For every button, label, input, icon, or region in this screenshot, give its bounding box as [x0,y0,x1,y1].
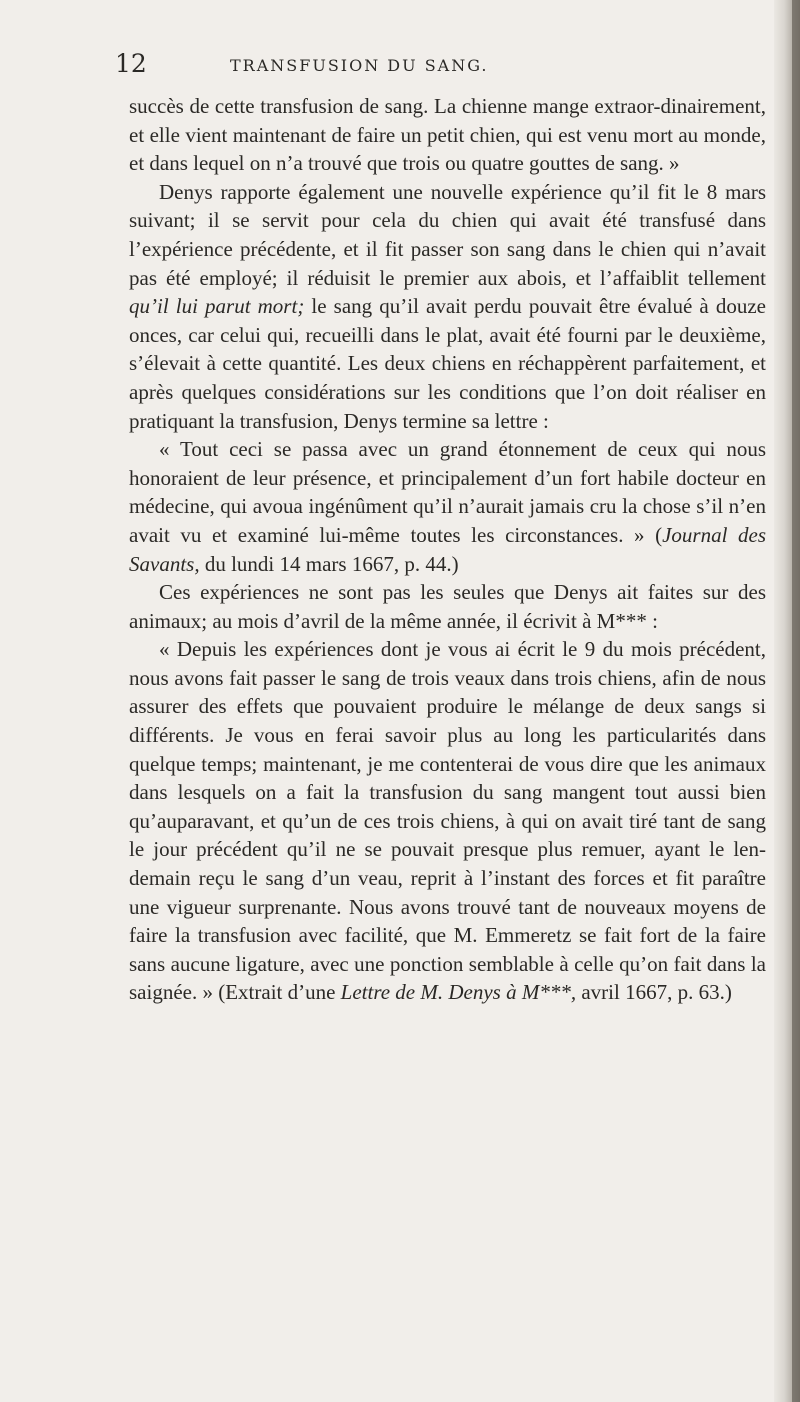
paragraph-2-italic: qu’il lui parut mort; [129,294,305,319]
paragraph-5 [129,635,766,1007]
paragraph-1-text: succès de cette transfusion de sang. La chienne mange extraor-dinairement, et elle vient maintenant de faire un petit chien, qui est venu mort au monde, et dans lequel on n’a trouvé que trois ou quatre gouttes de sang. » [129,94,766,176]
paragraph-5-citation-italic: Lettre de M. Denys à M***, [340,980,577,1005]
paragraph-2 [129,178,766,435]
running-title: TRANSFUSION DU SANG. [230,56,489,75]
paragraph-2-text-end: le sang qu’il avait perdu pouvait être évalué à douze onces, car celui qui, recueilli dans le plat, avait été fourni par le deuxième, s’élevait à cette quantité. Les deux chiens en réchappèrent parfaitement, et après quelques considérations sur les conditions que l’on doit réaliser en pratiquant la transfusion, Denys termine sa lettre : [129,294,766,433]
paragraph-3-text-start: « Tout ceci se passa avec un grand étonnement de ceux qui nous honoraient de leur présence, et principalement d’un fort habile docteur en médecine, qui avoua ingénûment qu’il n’aurait jamais cru la chose s’il n’en avait vu et examiné lui-même toutes les circonstances. » ( [129,437,766,547]
paragraph-5-text-end: avril 1667, p. 63.) [576,980,732,1005]
paragraph-4 [129,578,766,635]
paragraph-3-text-end: du lundi 14 mars 1667, p. 44.) [199,551,459,576]
paragraph-1 [129,92,766,178]
paragraph-2-text-start: Denys rapporte également une nouvelle expérience qu’il fit le 8 mars suivant; il se servit pour cela du chien qui avait été transfusé dans l’expérience précédente, et il fit passer son sang dans le chien qui n’avait pas été employé; il réduisit le premier aux abois, et l’affaiblit tellement [129,179,766,290]
page-binding-shadow [792,0,800,1402]
paragraph-4-text: Ces expériences ne sont pas les seules que Denys ait faites sur des animaux; au mois d’avril de la même année, il écrivit à M*** : [129,580,766,633]
paragraph-3 [129,435,766,578]
paragraph-3-citation-italic: Journal des Savants, [129,522,766,576]
body-text [129,92,766,1007]
page-header [0,46,800,86]
page-number: 12 [115,49,147,78]
paragraph-5-text-start: « Depuis les expériences dont je vous ai écrit le 9 du mois précédent, nous avons fait passer le sang de trois veaux dans trois chiens, afin de nous assurer des effets que pouvaient produire le mélange de deux sangs si différents. Je vous en ferai savoir plus au long les particularités dans quelque temps; maintenant, je me contenterai de vous dire que les animaux dans lesquels on a fait la transfusion du sang mangent tout aussi bien qu’auparavant, et qu’un de ces trois chiens, à qui on avait tiré tant de sang le jour précédent qu’il ne se pouvait presque plus remuer, ayant le len-demain reçu le sang d’un veau, reprit à l’instant des forces et fit paraître une vigueur surprenante. Nous avons trouvé tant de nouveaux moyens de faire la transfusion avec facilité, que M. Emmeretz se fait fort de la faire sans aucune ligature, avec une ponction semblable à celle qu’on fait dans la saignée. » (Extrait d’une [129,637,766,1005]
